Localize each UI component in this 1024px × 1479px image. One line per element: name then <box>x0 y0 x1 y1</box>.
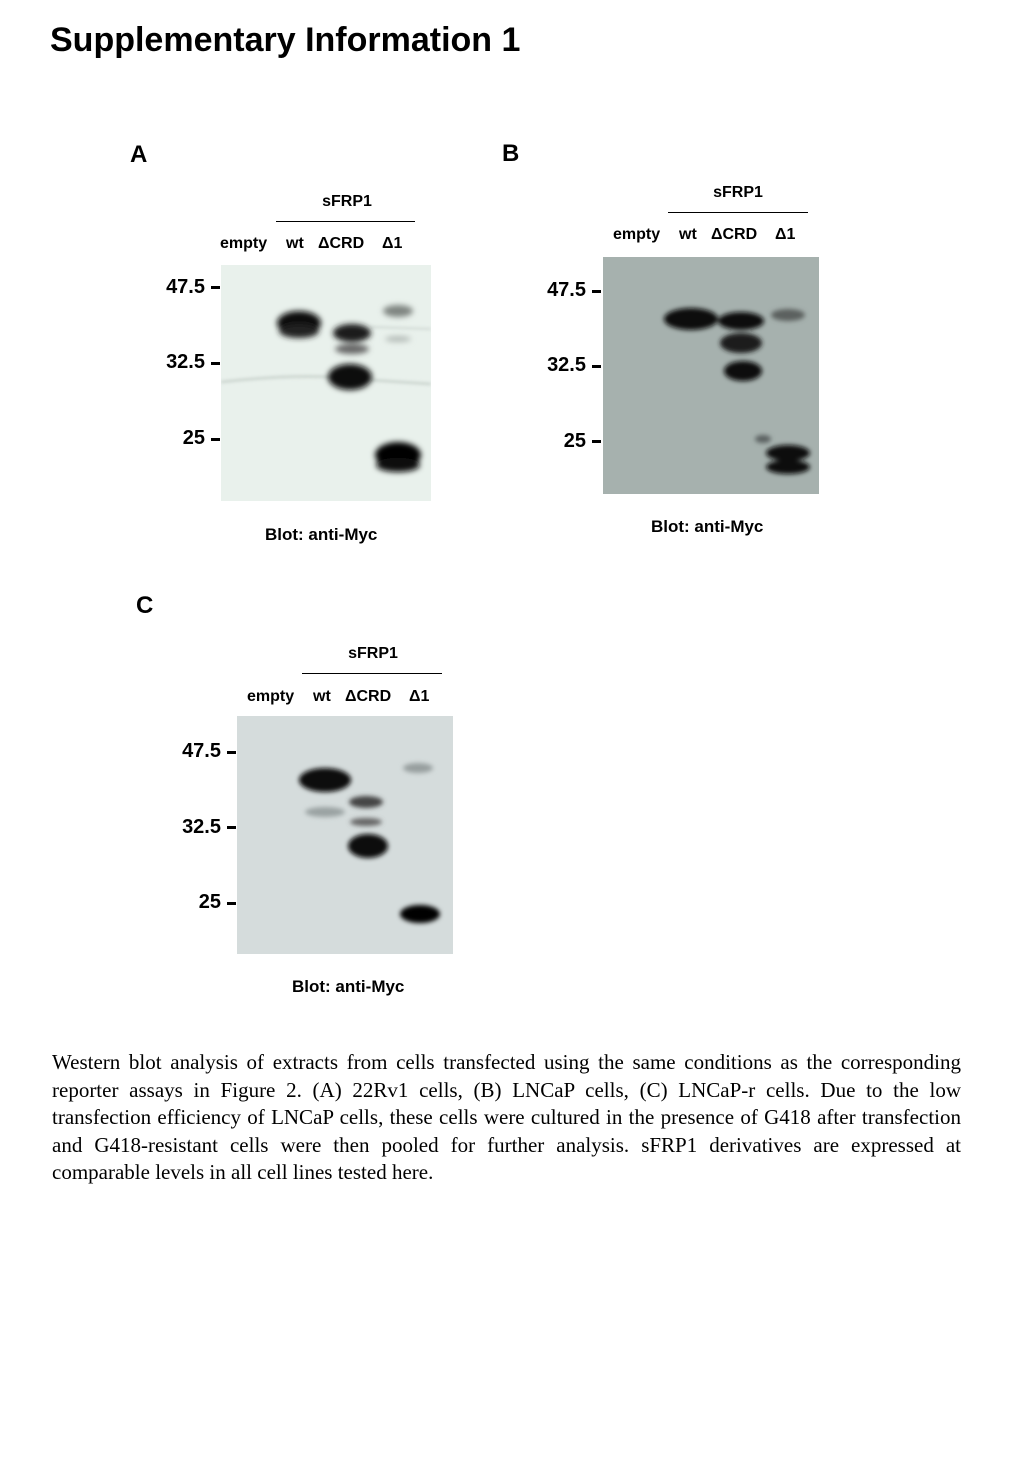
lane-label-wt: wt <box>679 226 697 243</box>
mw-tick <box>592 290 601 293</box>
mw-marker-25: 25 <box>563 430 586 452</box>
panel-letter: A <box>130 141 148 168</box>
sfrp1-bracket-line <box>668 212 808 213</box>
mw-tick <box>227 826 236 829</box>
blot-label: Blot: anti-Myc <box>265 525 378 544</box>
mw-tick <box>227 751 236 754</box>
blot-label: Blot: anti-Myc <box>292 977 405 996</box>
western-blot-image <box>603 257 819 494</box>
mw-marker-25: 25 <box>182 427 205 449</box>
sfrp1-bracket-line <box>302 673 442 674</box>
western-blot-image <box>237 716 453 954</box>
lane-label-empty: empty <box>247 688 295 705</box>
mw-tick <box>211 362 220 365</box>
panel-letter: C <box>136 592 154 619</box>
lane-label-dcrd: ΔCRD <box>711 226 758 243</box>
lane-label-d1: Δ1 <box>382 235 403 252</box>
lane-label-d1: Δ1 <box>775 226 796 243</box>
lane-label-empty: empty <box>613 226 661 243</box>
mw-tick <box>592 365 601 368</box>
lane-label-dcrd: ΔCRD <box>318 235 365 252</box>
sfrp1-group-label: sFRP1 <box>322 193 372 210</box>
mw-marker-47-5: 47.5 <box>547 279 586 301</box>
western-blot-image <box>221 265 431 501</box>
mw-marker-32-5: 32.5 <box>166 351 205 373</box>
figure-panel-b <box>502 140 832 560</box>
mw-marker-32-5: 32.5 <box>182 816 221 838</box>
sfrp1-group-label: sFRP1 <box>348 645 398 662</box>
mw-marker-47-5: 47.5 <box>182 740 221 762</box>
mw-tick <box>211 286 220 289</box>
mw-marker-47-5: 47.5 <box>166 276 205 298</box>
blot-label: Blot: anti-Myc <box>651 517 764 536</box>
lane-label-d1: Δ1 <box>409 688 430 705</box>
lane-label-wt: wt <box>286 235 304 252</box>
mw-marker-32-5: 32.5 <box>547 354 586 376</box>
mw-tick <box>592 440 601 443</box>
figure-panel-a <box>130 140 460 560</box>
panel-letter: B <box>502 140 520 167</box>
mw-marker-25: 25 <box>198 891 221 913</box>
lane-label-wt: wt <box>313 688 331 705</box>
page-title: Supplementary Information 1 <box>50 21 521 59</box>
lane-labels <box>613 226 833 246</box>
sfrp1-group-label: sFRP1 <box>713 184 763 201</box>
figure-caption: Western blot analysis of extracts from cells transfected using the same conditions as the corresponding reporter assays in Figure 2. (A) 22Rv1 cells, (B) LNCaP cells, (C) LNCaP-r cells. Due to the low transfection efficiency of LNCaP cells, these cells were cultured in the presence of G418 after transfection and G418-resistant cells were then pooled for further analysis. sFRP1 derivatives are expressed at comparable levels in all cell lines tested here. <box>52 1050 961 1184</box>
lane-labels <box>247 688 467 708</box>
lane-label-dcrd: ΔCRD <box>345 688 392 705</box>
sfrp1-bracket-line <box>276 221 415 222</box>
lane-labels <box>220 235 440 255</box>
mw-tick <box>227 902 236 905</box>
lane-label-empty: empty <box>220 235 268 252</box>
mw-tick <box>211 438 220 441</box>
figure-panel-c <box>136 592 466 1012</box>
